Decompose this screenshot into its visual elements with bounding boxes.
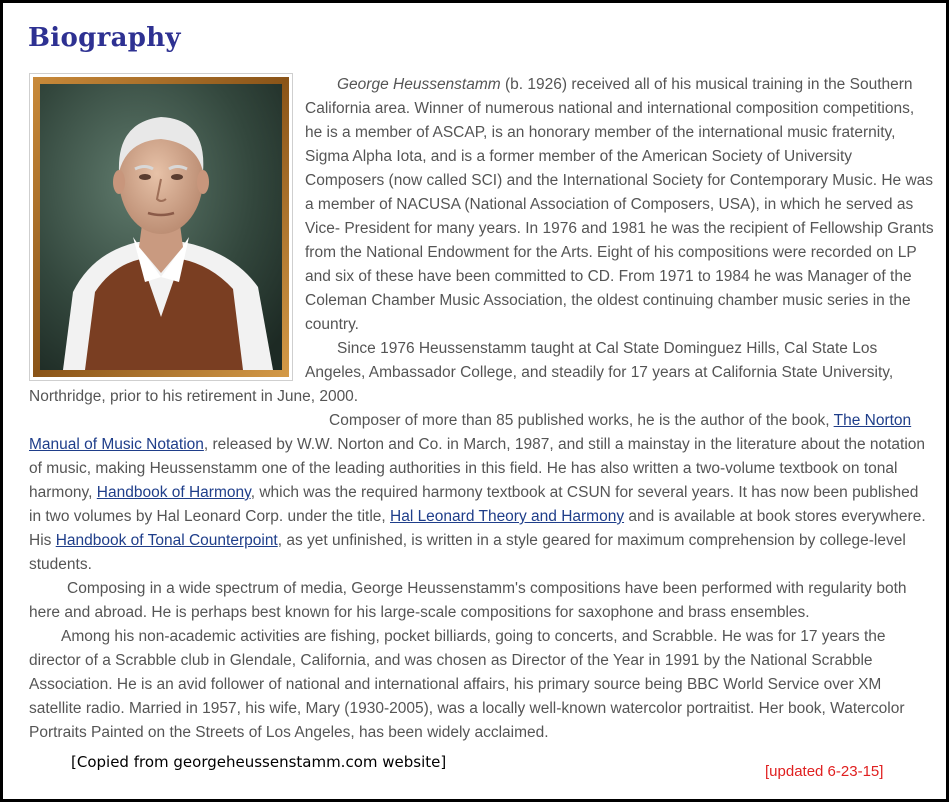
link-tonal-counterpoint[interactable]: Handbook of Tonal Counterpoint — [55, 532, 278, 549]
bio-paragraph-2-text: Since 1976 Heussenstamm taught at Cal State Dominguez Hills, Cal State Los Angeles, Ambassador College, and steadily for 17 years at California State University, Northridge, prior to his retirement in June, 2000. — [29, 340, 894, 405]
bio-paragraph-5 — [29, 625, 934, 745]
bio-paragraph-3 — [29, 409, 934, 577]
portrait-image — [33, 77, 289, 377]
subject-name: George Heussenstamm — [337, 76, 501, 93]
link-hal-leonard-theory[interactable]: Hal Leonard Theory and Harmony — [390, 508, 625, 525]
portrait-photo — [29, 73, 293, 381]
bio-paragraph-3-text-c: , which was the required harmony textbook at CSUN for several years. It has now been published in two volumes by Hal Leonard Corp. under the title, — [29, 484, 919, 525]
bio-paragraph-3-text-a: Composer of more than 85 published works, he is the author of the book, — [329, 412, 834, 429]
link-norton-manual[interactable]: The Norton Manual of Music Notation — [29, 412, 912, 453]
bio-paragraph-1-text: (b. 1926) received all of his musical training in the Southern California area. Winner of numerous national and international composition competitions, he is a member of ASCAP, is an honorary member of the international music fraternity, Sigma Alpha Iota, and is a former member of the American Society of University Composers (now called SCI) and the International Society for Contemporary Music. He was a member of NACUSA (National Association of Composers, USA), in which he served as Vice- President for many years. In 1976 and 1981 he was the recipient of Fellowship Grants from the National Endowment for the Arts. Eight of his compositions were recorded on LP and six of these have been committed to CD. From 1971 to 1984 he was Manager of the Coleman Chamber Music Association, the oldest continuing chamber music series in the country. — [305, 76, 934, 333]
bio-paragraph-3-text-e: , as yet unfinished, is written in a style geared for maximum comprehension by college-level students. — [29, 532, 906, 573]
bio-paragraph-4 — [29, 577, 934, 625]
source-note: [Copied from georgeheussenstamm.com website] — [71, 753, 447, 771]
link-handbook-of-harmony[interactable]: Handbook of Harmony — [96, 484, 251, 501]
bio-paragraph-3-text-b: , released by W.W. Norton and Co. in March, 1987, and still a mainstay in the literature about the notation of music, making Heussenstamm one of the leading authorities in this field. He has also written a two-volume textbook on tonal harmony, — [29, 436, 926, 501]
biography-content — [29, 73, 934, 745]
page-title: Biography — [28, 23, 181, 53]
bio-paragraph-3-text-d: and is available at book stores everywhere. His — [29, 508, 926, 549]
bio-paragraph-5-text: Among his non-academic activities are fishing, pocket billiards, going to concerts, and Scrabble. He was for 17 years the director of a Scrabble club in Glendale, California, and was chosen as Director of the Year in 1991 by the National Scrabble Association. He is an avid follower of national and international affairs, his primary source being BBC World Service over XM satellite radio. Married in 1957, his wife, Mary (1930-2005), was a locally well-known watercolor portraitist. Her book, Watercolor Portraits Painted on the Streets of Los Angeles, has been widely acclaimed. — [29, 628, 905, 741]
updated-note: [updated 6-23-15] — [765, 763, 884, 780]
bio-paragraph-4-text: Composing in a wide spectrum of media, George Heussenstamm's compositions have been performed with regularity both here and abroad. He is perhaps best known for his large-scale compositions for saxophone and brass ensembles. — [29, 580, 907, 621]
